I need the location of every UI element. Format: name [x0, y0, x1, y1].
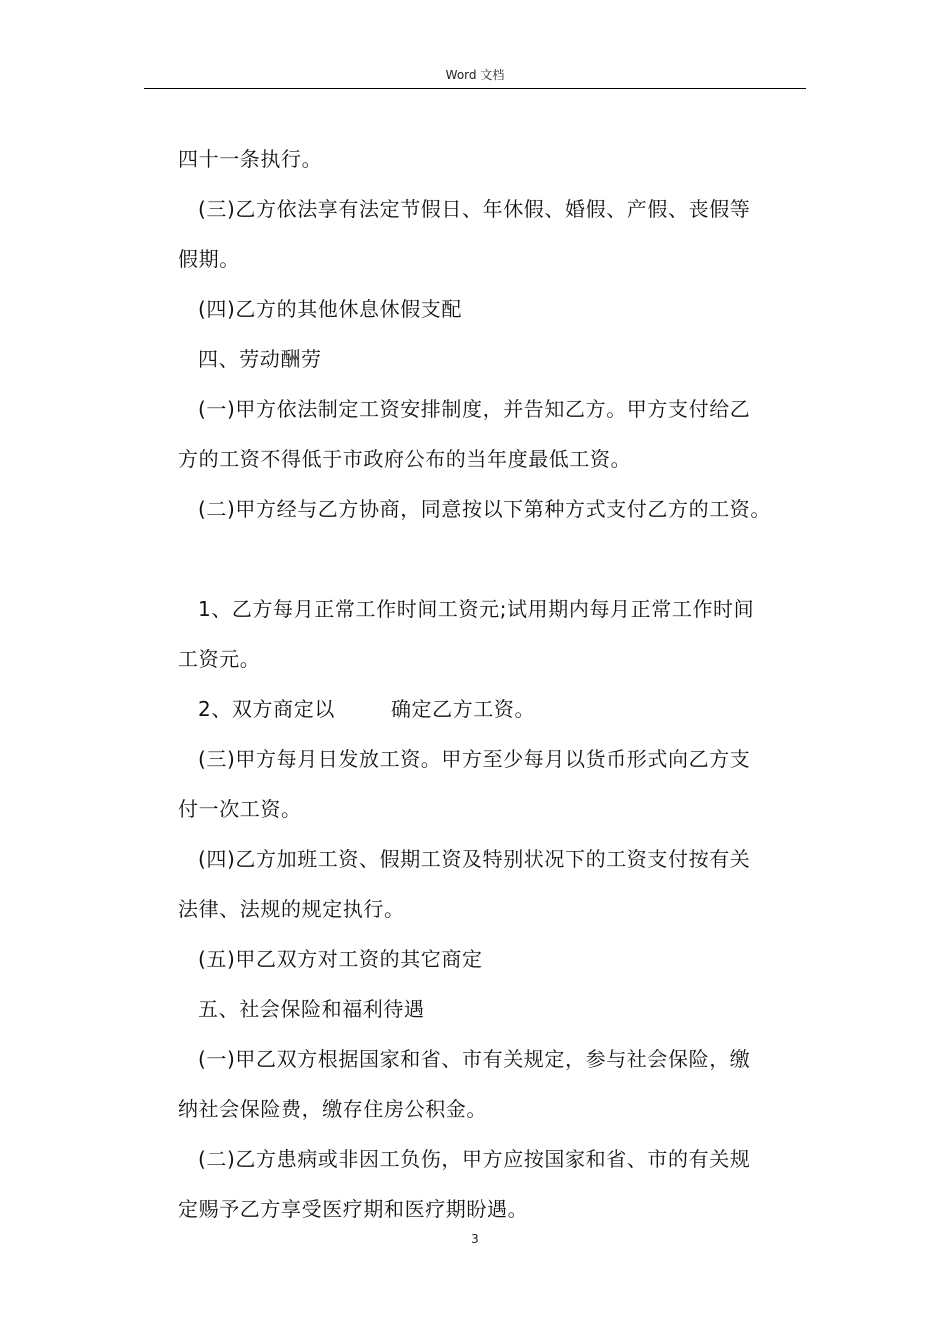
section-heading: 五、社会保险和福利待遇: [198, 997, 425, 1021]
paragraph-line: 假期。: [178, 247, 240, 271]
paragraph-line: (一)甲方依法制定工资安排制度，并告知乙方。甲方支付给乙: [198, 397, 751, 421]
paragraph-line: 纳社会保险费，缴存住房公积金。: [178, 1097, 487, 1121]
paragraph-line: 付一次工资。: [178, 797, 302, 821]
paragraph-line: (五)甲乙双方对工资的其它商定: [198, 947, 483, 971]
paragraph-line: (二)乙方患病或非因工负伤，甲方应按国家和省、市的有关规: [198, 1147, 751, 1171]
paragraph-line: 定赐予乙方享受医疗期和医疗期盼遇。: [178, 1197, 529, 1221]
document-body: [178, 134, 813, 1234]
paragraph-line: 法律、法规的规定执行。: [178, 897, 405, 921]
section-heading: 四、劳动酬劳: [198, 347, 322, 371]
line-segment: 确定乙方工资。: [390, 697, 536, 721]
paragraph-line: 四十一条执行。: [178, 147, 323, 171]
paragraph-line: (四)乙方的其他休息休假支配: [198, 297, 463, 321]
paragraph-line: (三)乙方依法享有法定节假日、年休假、婚假、产假、丧假等: [198, 197, 751, 221]
paragraph-line: 工资元。: [178, 647, 261, 671]
header-title: Word 文档: [445, 68, 505, 82]
page-number: 3: [471, 1232, 479, 1246]
paragraph-line: 方的工资不得低于市政府公布的当年度最低工资。: [178, 447, 632, 471]
paragraph-line: (四)乙方加班工资、假期工资及特别状况下的工资支付按有关: [198, 847, 751, 871]
page-header: [0, 67, 950, 83]
paragraph-line: 1、乙方每月正常工作时间工资元;试用期内每月正常工作时间: [198, 597, 755, 621]
line-segment: 2、双方商定以: [198, 697, 335, 721]
paragraph-line: (三)甲方每月日发放工资。甲方至少每月以货币形式向乙方支: [198, 747, 751, 771]
paragraph-line: (二)甲方经与乙方协商，同意按以下第种方式支付乙方的工资。: [198, 497, 772, 521]
paragraph-line: [178, 684, 813, 734]
blank-line: [178, 534, 813, 584]
header-divider: [144, 88, 806, 89]
paragraph-line: (一)甲乙双方根据国家和省、市有关规定，参与社会保险，缴: [198, 1047, 751, 1071]
